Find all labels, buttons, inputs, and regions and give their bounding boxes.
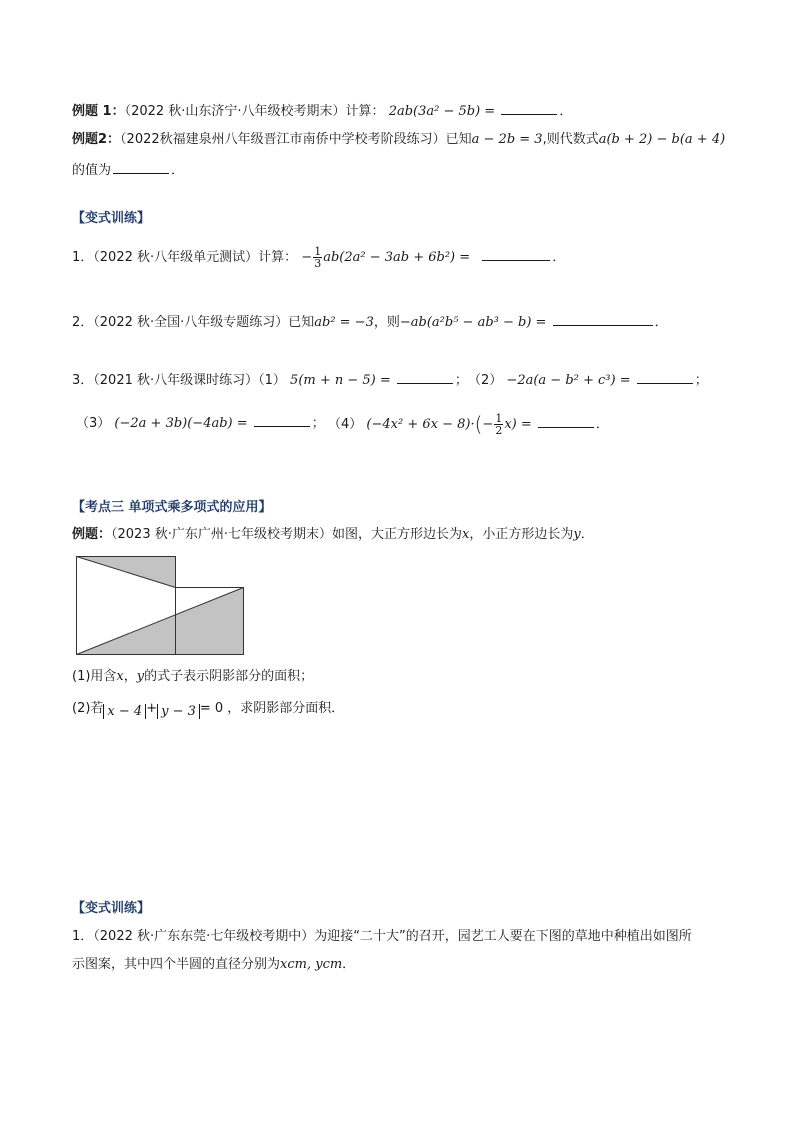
problem-3-expr-4: (−4x² + 6x − 8)·: [366, 417, 475, 432]
problem-3-sub-4: （4）: [328, 417, 363, 432]
answer-blank[interactable]: [482, 247, 550, 261]
example-1-label: 例题 1：: [72, 104, 125, 119]
problem-3-source: （2021 秋·八年级课时练习）（1）: [93, 373, 286, 388]
section-heading-topic-3: 【考点三 单项式乘多项式的应用】: [72, 500, 272, 515]
answer-blank[interactable]: [501, 101, 557, 115]
problem-1-source: （2022 秋·八年级单元测试）计算：: [93, 250, 298, 265]
example-2-line2: 的值为 ．: [72, 160, 184, 180]
problem-3-expr-4b: x) =: [504, 417, 532, 432]
example-1: 例题 1：（2022 秋·山东济宁·八年级校考期末）计算： 2ab(3a² − 5b) = ．: [72, 101, 572, 121]
example-2-label: 例题2：: [72, 132, 121, 147]
question-2-prefix: (2)若: [72, 701, 104, 716]
example-3-source: （2023 秋·广东广州·七年级校考期末）如图，大正方形边长为: [111, 527, 462, 542]
problem-1-number: 1．: [72, 250, 94, 265]
problem-3-expr-3: (−2a + 3b)(−4ab) =: [114, 416, 248, 431]
problem-1-expr: ab(2a² − 3ab + 6b²) =: [323, 250, 471, 265]
problem-3-part-2: （2） −2a(a − b² + c³) = ；: [468, 370, 708, 390]
problem-bottom-line-1: 1．（2022 秋·广东东莞·七年级校考期中）为迎接“二十大”的召开，园艺工人要在下图的草地中种植出如图所: [72, 929, 692, 944]
example-1-expr: 2ab(3a² − 5b) =: [388, 104, 496, 119]
problem-2: 2．（2022 秋·全国·八年级专题练习）已知ab² = −3，则−ab(a²b⁵ − ab³ − b) = ．: [72, 312, 668, 332]
example-2: [72, 131, 725, 149]
section-heading-practice-2: 【变式训练】: [72, 901, 151, 916]
example-2-expr: a(b + 2) − b(a + 4): [598, 132, 726, 147]
squares-figure: [76, 556, 246, 656]
answer-blank[interactable]: [254, 413, 310, 427]
problem-3-part-4: （4） (−4x² + 6x − 8)·(− $\frac{1}{2}$ x) = ．: [328, 412, 609, 437]
diameter-units: xcm, ycm: [280, 957, 343, 972]
answer-blank[interactable]: [553, 312, 653, 326]
answer-blank[interactable]: [637, 370, 693, 384]
problem-2-source: （2022 秋·全国·八年级专题练习）已知: [93, 315, 315, 330]
problem-3-part-3: （3） (−2a + 3b)(−4ab) = ；: [76, 413, 325, 433]
problem-3-expr-1: 5(m + n − 5) =: [290, 373, 391, 388]
problem-3-expr-2: −2a(a − b² + c³) =: [506, 373, 631, 388]
example-2-condition: a − 2b = 3: [471, 132, 543, 147]
example-1-source: （2022 秋·山东济宁·八年级校考期末）计算：: [124, 104, 385, 119]
problem-1: 1．（2022 秋·八年级单元测试）计算： − $\frac{1}{3}$ ab(2a² − 3ab + 6b²) = ．: [72, 245, 566, 270]
problem-2-number: 2．: [72, 315, 94, 330]
var-x: x: [462, 527, 470, 542]
example-2-tail: 的值为: [72, 163, 112, 178]
example-2-source: （2022秋福建泉州八年级晋江市南侨中学校考阶段练习）已知: [120, 132, 472, 147]
problem-3-sub-3: （3）: [76, 416, 111, 431]
fraction-one-third: $\frac{1}{3}$: [314, 245, 322, 270]
example-3: 例题：（2023 秋·广东广州·七年级校考期末）如图，大正方形边长为x，小正方形边长为y．: [72, 527, 594, 542]
question-1-prefix: (1)用含: [72, 669, 117, 684]
example-3-mid: ，小正方形边长为: [469, 527, 574, 542]
question-1-rest: 的式子表示阴影部分的面积；: [144, 669, 314, 684]
answer-blank[interactable]: [113, 160, 169, 174]
question-1: (1)用含x，y的式子表示阴影部分的面积；: [72, 669, 314, 684]
problem-3: 3．（2021 秋·八年级课时练习）（1） 5(m + n − 5) = ；: [72, 370, 468, 390]
var-y: y: [573, 527, 581, 542]
fraction-one-half: $\frac{1}{2}$: [495, 412, 503, 437]
answer-blank[interactable]: [397, 370, 453, 384]
problem-2-mid: ，则: [373, 315, 400, 330]
section-heading-practice: 【变式训练】: [72, 211, 151, 226]
problem-3-sub-2: （2）: [468, 373, 503, 388]
example-2-mid: ,则代数式: [542, 132, 599, 147]
problem-bottom-line-2: 示图案，其中四个半圆的直径分别为xcm, ycm．: [72, 957, 356, 972]
abs-value-2: y − 3: [157, 704, 200, 719]
question-2-rest: = 0 ，求阴影部分面积．: [199, 701, 345, 716]
problem-3-number: 3．: [72, 373, 94, 388]
question-2: (2)若 x − 4 + y − 3 = 0 ，求阴影部分面积．: [72, 701, 345, 719]
answer-blank[interactable]: [538, 414, 594, 428]
problem-2-expr: −ab(a²b⁵ − ab³ − b) =: [399, 315, 547, 330]
example-3-label: 例题：: [72, 527, 112, 542]
problem-2-condition: ab² = −3: [314, 315, 374, 330]
abs-value-1: x − 4: [103, 704, 146, 719]
